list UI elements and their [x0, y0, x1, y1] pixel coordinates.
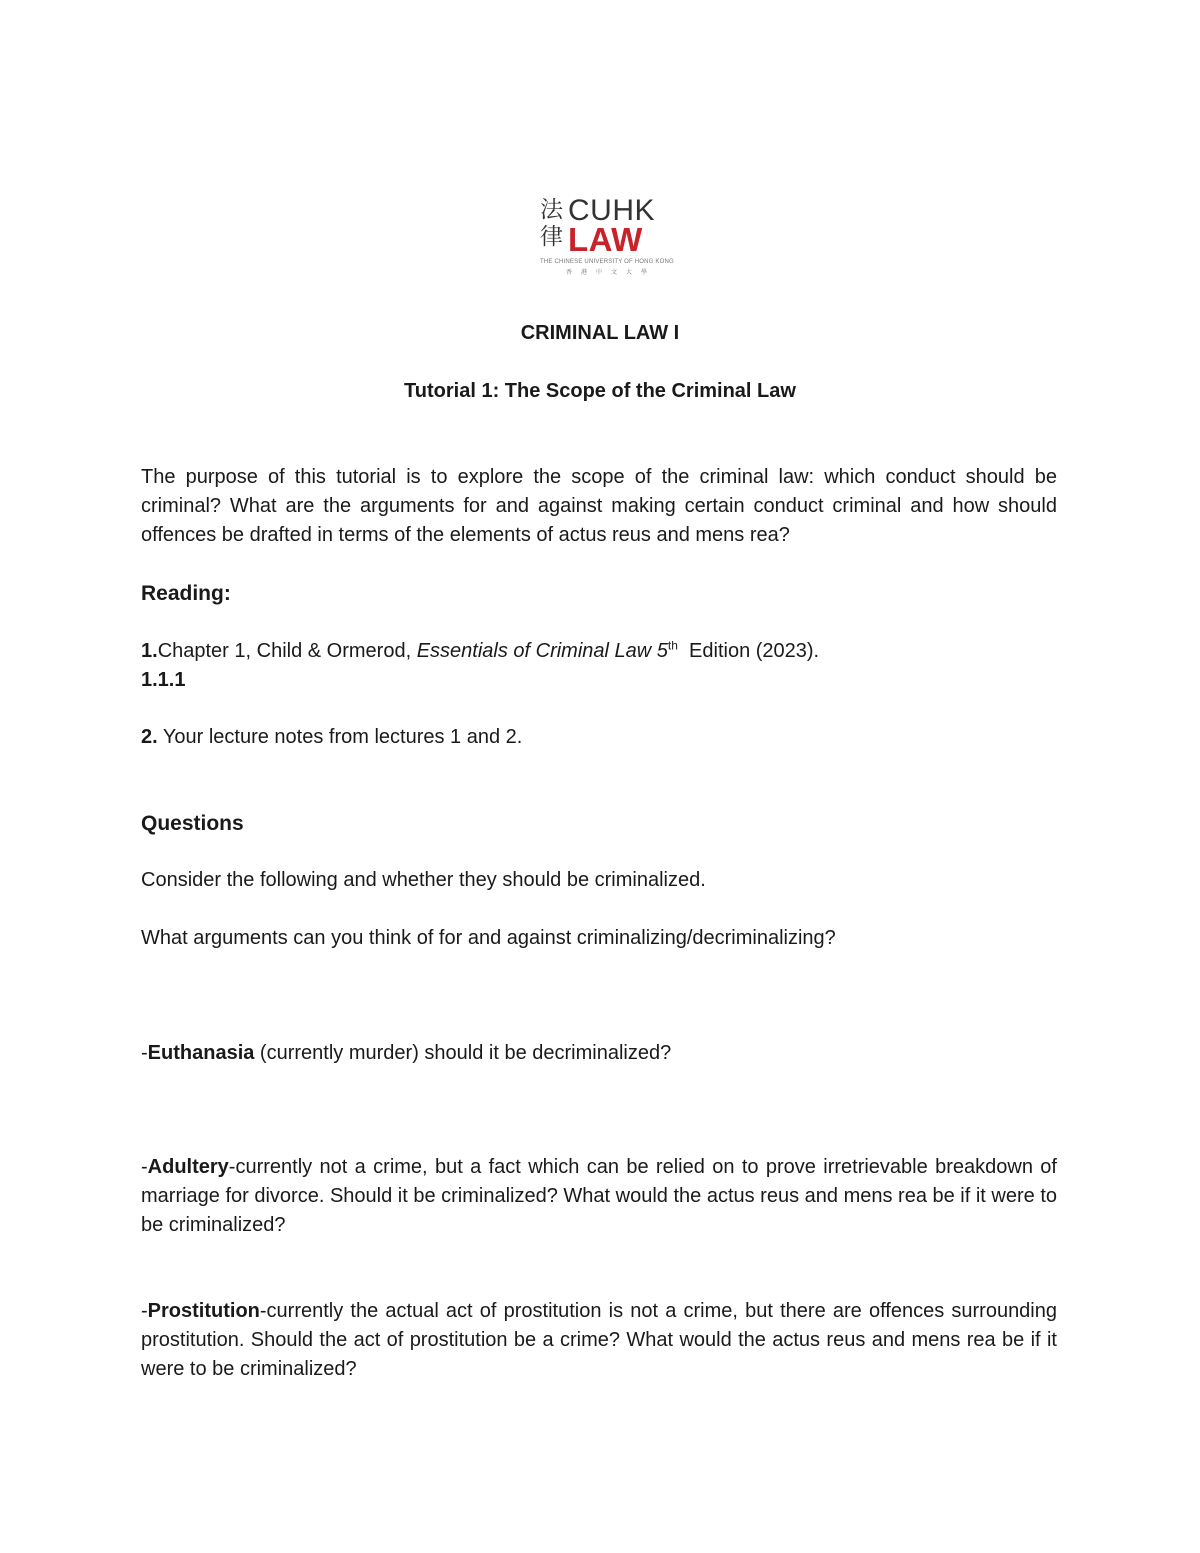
logo-cuhk-text: CUHK: [568, 194, 656, 227]
document-title: CRIMINAL LAW I: [520, 322, 680, 344]
question-item-term: Euthanasia: [147, 1042, 255, 1064]
reading-item-1-number: 1.: [141, 640, 158, 662]
question-item-dash: -: [141, 1156, 148, 1178]
reading-item-1-subitem: 1.1.1: [141, 669, 186, 691]
logo-subline-en: THE CHINESE UNIVERSITY OF HONG KONG: [540, 259, 674, 265]
question-item-text: -currently not a crime, but a fact which can be relied on to prove irretrievable breakdown of marriage for divorce. Should it be criminalized? What would the actus reus and mens rea be if it were to be criminalized?: [141, 1156, 1057, 1236]
reading-heading: Reading:: [141, 582, 231, 605]
document-subtitle: Tutorial 1: The Scope of the Criminal Law: [404, 380, 796, 402]
reading-item-1-prefix: Chapter 1, Child & Ormerod,: [157, 640, 417, 662]
reading-item-1-suffix: Edition (2023).: [677, 640, 820, 662]
question-item-term: Adultery: [147, 1156, 229, 1178]
reading-item-1-sup: th: [667, 638, 678, 653]
question-item-adultery: [141, 1153, 1057, 1240]
question-item-term: Prostitution: [147, 1300, 260, 1322]
logo-char-2: 律: [540, 224, 563, 250]
question-item-dash: -: [141, 1042, 148, 1064]
reading-item-1-book-title: Essentials of Criminal Law 5: [416, 640, 668, 662]
questions-heading: Questions: [141, 812, 244, 835]
reading-item-2: [141, 723, 522, 752]
question-item-euthanasia: [141, 1039, 671, 1068]
intro-paragraph: The purpose of this tutorial is to explore the scope of the criminal law: which conduct should be criminal? What are the arguments for and against making certain conduct criminal and how should offences be drafted in terms of the elements of actus reus and mens rea?: [141, 466, 1057, 546]
logo-char-1: 法: [540, 197, 563, 223]
reading-item-2-number: 2.: [141, 726, 158, 748]
logo-chinese-chars: [540, 197, 564, 251]
cuhk-law-logo: [540, 194, 674, 287]
question-item-dash: -: [141, 1300, 148, 1322]
question-item-text: -currently the actual act of prostitution is not a crime, but there are offences surrounding prostitution. Should the act of prostitution be a crime? What would the actus reus and mens rea be if it were to be criminalized?: [141, 1300, 1057, 1380]
reading-item-2-text: Your lecture notes from lectures 1 and 2.: [157, 726, 523, 748]
question-item-text: (currently murder) should it be decriminalized?: [254, 1042, 672, 1064]
logo-subline-zh: 香港中文大學: [566, 270, 657, 276]
reading-item-1: [141, 637, 819, 666]
questions-intro-1: Consider the following and whether they should be criminalized.: [141, 869, 706, 891]
logo-law-text: LAW: [568, 221, 643, 258]
questions-intro-2: What arguments can you think of for and against criminalizing/decriminalizing?: [141, 927, 836, 949]
question-item-prostitution: [141, 1297, 1057, 1384]
